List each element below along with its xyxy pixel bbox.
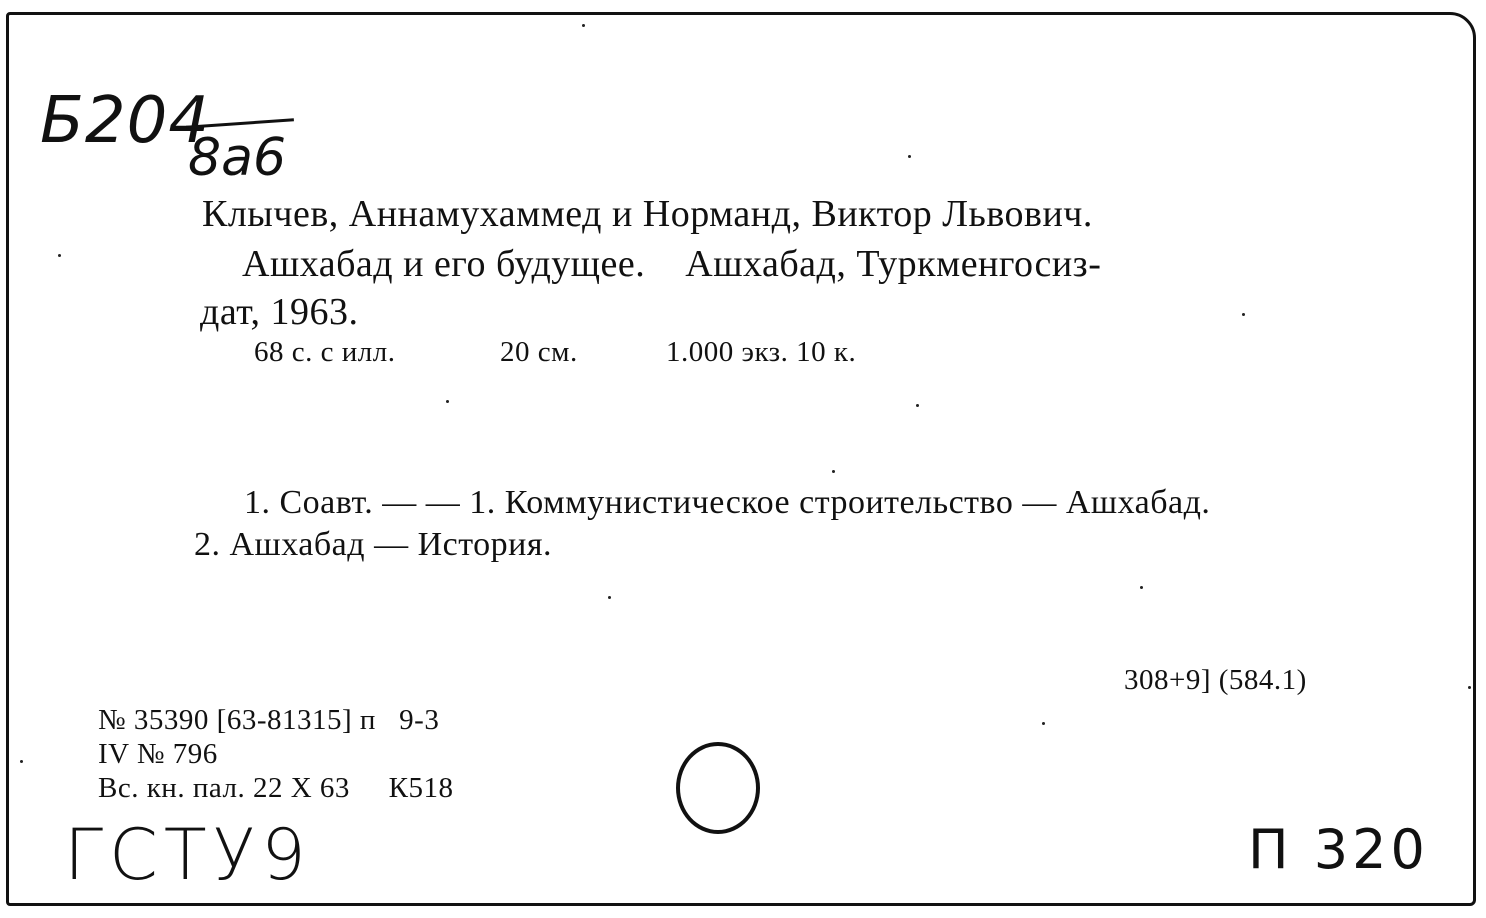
scan-speck <box>1468 686 1471 689</box>
call-number-main: Б204 <box>40 84 211 158</box>
scan-speck <box>446 400 449 403</box>
scan-speck <box>1140 586 1143 589</box>
scan-speck <box>832 470 835 473</box>
handwritten-note-right: П 320 <box>1248 818 1429 881</box>
card-punch-hole <box>676 742 760 834</box>
physical-size: 20 см. <box>500 336 578 368</box>
scan-speck <box>916 404 919 407</box>
scan-speck <box>20 760 23 763</box>
physical-copies-price: 1.000 экз. 10 к. <box>666 336 857 368</box>
record-line-1: № 35390 [63-81315] п 9-3 <box>98 704 440 736</box>
scan-speck <box>1242 313 1245 316</box>
tracing-line-1: 1. Соавт. — — 1. Коммунистическое строительство — Ашхабад. <box>244 484 1211 521</box>
handwritten-note-left: ГСТУ9 <box>64 814 312 896</box>
record-line-3: Вс. кн. пал. 22 X 63 К518 <box>98 772 454 804</box>
call-number-sub: 8а6 <box>188 128 287 188</box>
scan-speck <box>908 155 911 158</box>
scan-speck <box>58 254 61 257</box>
title-line-2: дат, 1963. <box>200 291 359 333</box>
scan-speck <box>1042 722 1045 725</box>
record-line-2: IV № 796 <box>98 738 218 770</box>
physical-pages: 68 с. с илл. <box>254 336 396 368</box>
scan-speck <box>608 596 611 599</box>
scan-speck <box>582 24 585 27</box>
title-line-1: Ашхабад и его будущее. Ашхабад, Туркменгосиз- <box>242 243 1102 285</box>
classification-index: 308+9] (584.1) <box>1124 664 1307 696</box>
tracing-line-2: 2. Ашхабад — История. <box>194 526 552 563</box>
heading-authors: Клычев, Аннамухаммед и Норманд, Виктор Львович. <box>202 193 1093 235</box>
